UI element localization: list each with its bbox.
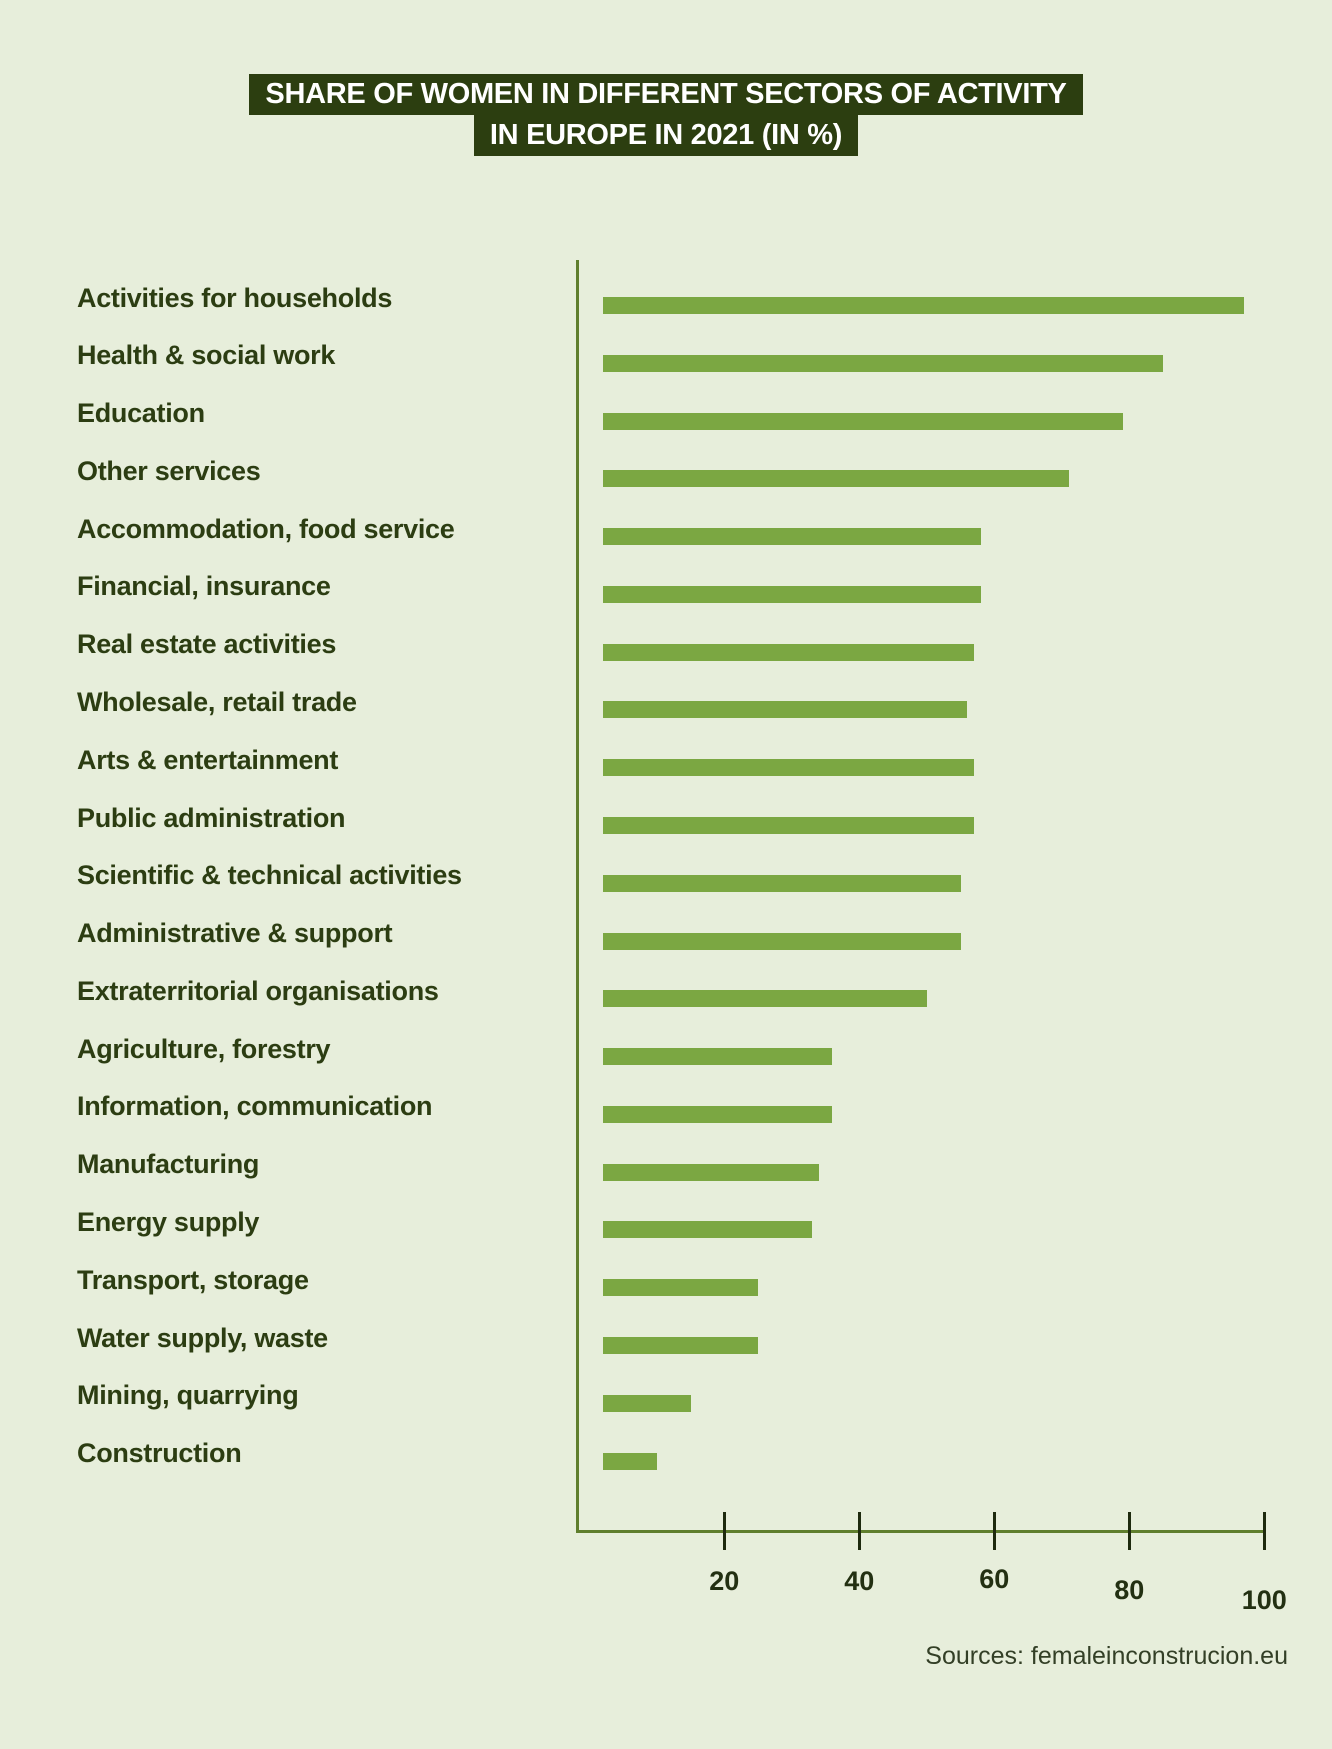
x-tick-mark xyxy=(993,1512,996,1550)
chart-title xyxy=(0,74,1332,156)
x-tick-label: 60 xyxy=(979,1564,1010,1594)
x-tick-mark xyxy=(1128,1512,1131,1550)
sector-bar xyxy=(603,1106,832,1123)
sector-label: Real estate activities xyxy=(77,629,337,660)
sector-label: Wholesale, retail trade xyxy=(77,686,357,717)
sector-label: Construction xyxy=(77,1438,242,1469)
sector-label: Manufacturing xyxy=(77,1149,260,1180)
sector-label: Transport, storage xyxy=(77,1264,309,1295)
x-tick-label: 80 xyxy=(1114,1575,1145,1605)
sector-bar xyxy=(603,355,1163,372)
sector-bar xyxy=(603,1221,812,1238)
sector-label: Health & social work xyxy=(77,340,336,371)
y-axis-line xyxy=(576,260,579,1533)
sector-bar xyxy=(603,297,1244,314)
sector-label: Activities for households xyxy=(77,282,393,313)
x-axis-line xyxy=(576,1530,1266,1533)
sector-bar xyxy=(603,759,974,776)
x-tick-label: 20 xyxy=(709,1566,740,1596)
sector-label: Mining, quarrying xyxy=(77,1380,299,1411)
sector-label: Other services xyxy=(77,455,261,486)
sector-bar xyxy=(603,990,927,1007)
sector-label: Accommodation, food service xyxy=(77,513,455,544)
sector-bar xyxy=(603,817,974,834)
x-tick-mark xyxy=(1263,1512,1266,1550)
sector-bar xyxy=(603,701,967,718)
chart-title-line-2: IN EUROPE IN 2021 (IN %) xyxy=(474,115,858,156)
sector-label: Energy supply xyxy=(77,1206,260,1237)
sector-label: Water supply, waste xyxy=(77,1322,328,1353)
sector-label: Financial, insurance xyxy=(77,571,331,602)
sector-bar xyxy=(603,933,961,950)
sector-label: Public administration xyxy=(77,802,346,833)
sector-label: Information, communication xyxy=(77,1091,433,1122)
sector-bar xyxy=(603,528,981,545)
sector-bar xyxy=(603,1164,819,1181)
sector-bar xyxy=(603,413,1123,430)
sector-bar xyxy=(603,644,974,661)
sector-label: Agriculture, forestry xyxy=(77,1033,331,1064)
x-tick-mark xyxy=(858,1512,861,1550)
sector-label: Education xyxy=(77,398,205,429)
sector-bar xyxy=(603,1337,758,1354)
x-tick-label: 100 xyxy=(1241,1585,1287,1615)
sector-bar xyxy=(603,1279,758,1296)
sector-bar xyxy=(603,1453,657,1470)
sector-label: Extraterritorial organisations xyxy=(77,975,439,1006)
sector-bar xyxy=(603,1048,832,1065)
sector-bar xyxy=(603,586,981,603)
sector-label: Administrative & support xyxy=(77,918,393,949)
sector-bar xyxy=(603,1395,691,1412)
sector-bar xyxy=(603,875,961,892)
x-tick-mark xyxy=(723,1512,726,1550)
sector-bar xyxy=(603,470,1069,487)
chart-title-line-1: SHARE OF WOMEN IN DIFFERENT SECTORS OF ACTIVITY xyxy=(249,74,1082,115)
sector-label: Arts & entertainment xyxy=(77,744,339,775)
source-caption: Sources: femaleinconstrucion.eu xyxy=(925,1642,1288,1670)
sector-label: Scientific & technical activities xyxy=(77,860,462,891)
x-tick-label: 40 xyxy=(844,1566,875,1596)
